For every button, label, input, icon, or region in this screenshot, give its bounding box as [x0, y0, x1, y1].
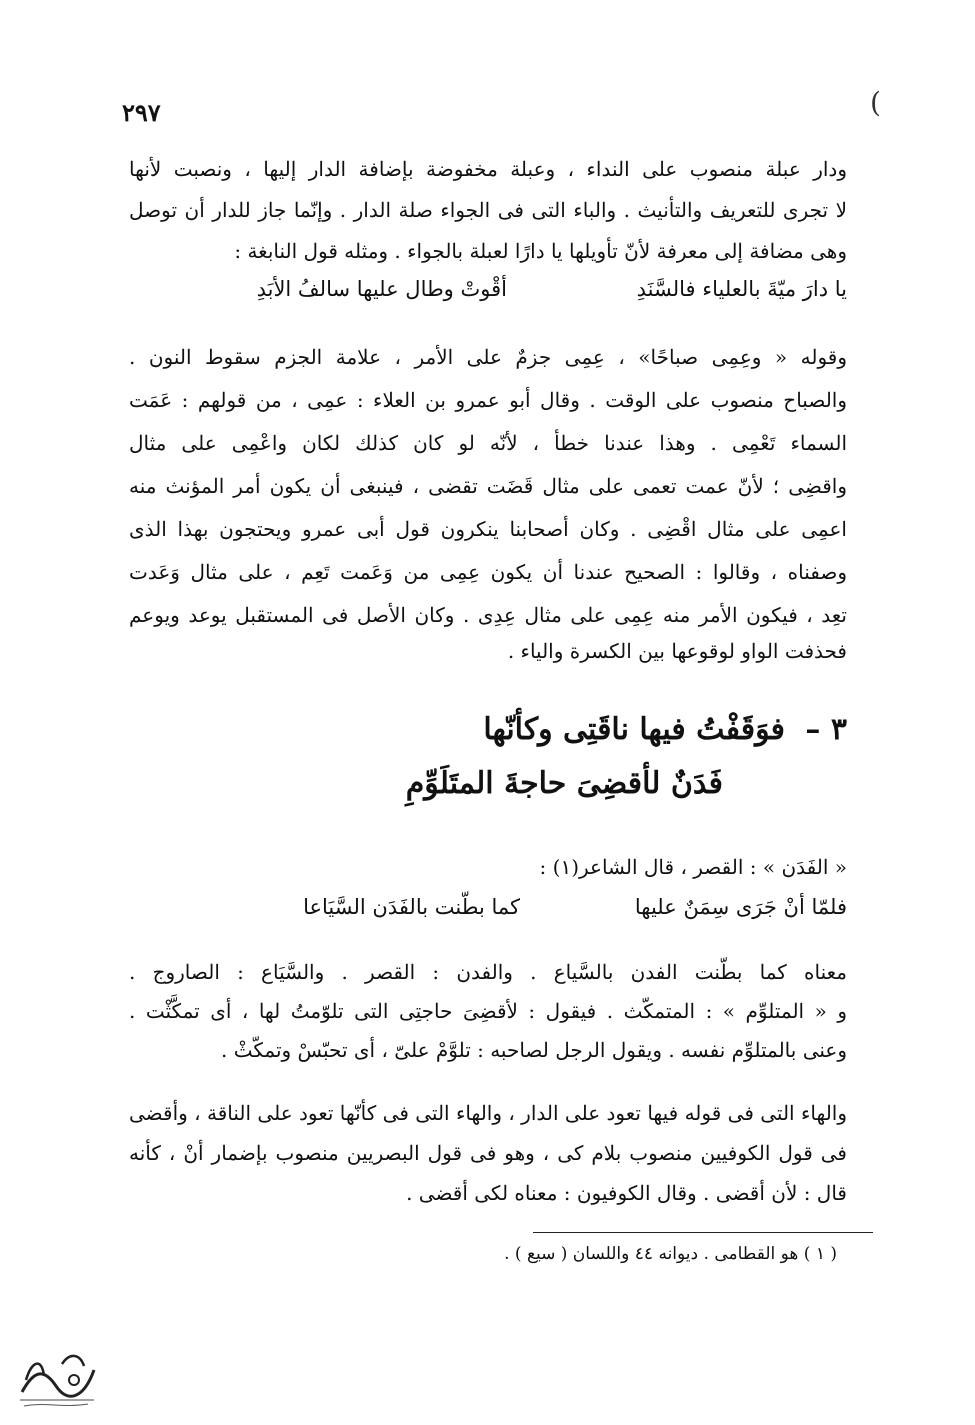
text-line: والصباح منصوب على الوقت . وقال أبو عمرو بن العلاء : عمِى ، من قولهم : عَمَت — [129, 388, 847, 412]
text-line: فحذفت الواو لوقوعها بين الكسرة والياء . — [507, 639, 847, 663]
text-line: و « المتلوِّم » : المتمكّث . فيقول : لأقضِىَ حاجتِى التى تلوّمتُ لها ، أى تمكَّثْت . — [129, 999, 847, 1023]
verse-hemistich-first: فلمّا أنْ جَرَى سِمَنٌ عليها — [634, 895, 847, 919]
text-line: اعمِى على مثال اقْضِى . وكان أصحابنا ينكرون قول أبى عمرو ويحتجون بهذا الذى — [129, 517, 847, 541]
text-line: لا تجرى للتعريف والتأنيث . والباء التى فى الجواء صلة الدار . وإنّما جاز للدار أن توصل — [129, 198, 847, 222]
text-line: وعنى بالمتلوِّم نفسه . ويقول الرجل لصاحبه : تلوَّمْ علىّ ، أى تحبّسْ وتمكّثْ . — [220, 1038, 847, 1062]
footnote-divider — [533, 1232, 873, 1233]
text-line: معناه كما بطّنت الفدن بالسَّياع . والفدن : القصر . والسَّيَاع : الصاروج . — [129, 960, 847, 984]
main-verse-number: ٣ – — [805, 712, 847, 747]
text-line: قال : لأن أقضى . وقال الكوفيون : معناه لكى أقضى . — [406, 1181, 847, 1205]
page-number: ٢٩٧ — [122, 98, 161, 127]
verse-hemistich-second: أقْوتْ وطال عليها سالفُ الأبَدِ — [256, 277, 507, 301]
text-line: وقوله « وعِمِى صباحًا» ، عِمِى جزمٌ على الأمر ، علامة الجزم سقوط النون . — [129, 345, 847, 369]
verse-hemistich-first: يا دارَ ميّةَ بالعلياء فالسَّنَدِ — [636, 277, 847, 301]
publisher-stamp-logo — [14, 1340, 100, 1410]
text-line: والهاء التى فى قوله فيها تعود على الدار ، والهاء التى فى كأنّها تعود على الناقة ، وأقضى — [129, 1101, 847, 1125]
text-line: واقضِى ؛ لأنّ عمت تعمى على مثال قَضَت تقضى ، فينبغى أن يكون أمر المؤنث منه — [129, 474, 847, 498]
main-verse-second: فَدَنٌ لأقضِىَ حاجةَ المتَلَوِّمِ — [405, 766, 723, 801]
footnote: ( ١ ) هو القطامى . ديوانه ٤٤ واللسان ( سيع ) . — [504, 1244, 837, 1264]
main-verse-first: فوَقَفْتُ فيها ناقَتِى وكأنّها — [483, 712, 785, 747]
text-line: تعِد ، فيكون الأمر منه عِمِى على مثال عِدِى . وكان الأصل فى المستقبل يوعد ويوعم — [129, 603, 847, 627]
text-line: السماء تَعْمِى . وهذا عندنا خطأ ، لأنّه لو كان كذلك لكان واعْمِى على مثال — [129, 431, 847, 455]
text-line: وصفناه ، وقالوا : الصحيح عندنا أن يكون عِمِى من وَعَمت تَعِم ، على مثال وَعَدت — [129, 560, 847, 584]
text-line: فى قول الكوفيين منصوب بلام كى ، وهو فى قول البصريين منصوب بإضمار أنْ ، كأنه — [129, 1141, 847, 1165]
definition-line: « الفَدَن » : القصر ، قال الشاعر(١) : — [539, 855, 847, 879]
text-line: وهى مضافة إلى معرفة لأنّ تأويلها يا دارًا لعبلة بالجواء . ومثله قول النابغة : — [234, 239, 847, 263]
corner-mark: ) — [870, 86, 881, 119]
verse-hemistich-second: كما بطّنت بالفَدَن السَّيَاعا — [303, 895, 520, 919]
text-line: ودار عبلة منصوب على النداء ، وعبلة مخفوضة بإضافة الدار إليها ، ونصبت لأنها — [129, 157, 847, 181]
